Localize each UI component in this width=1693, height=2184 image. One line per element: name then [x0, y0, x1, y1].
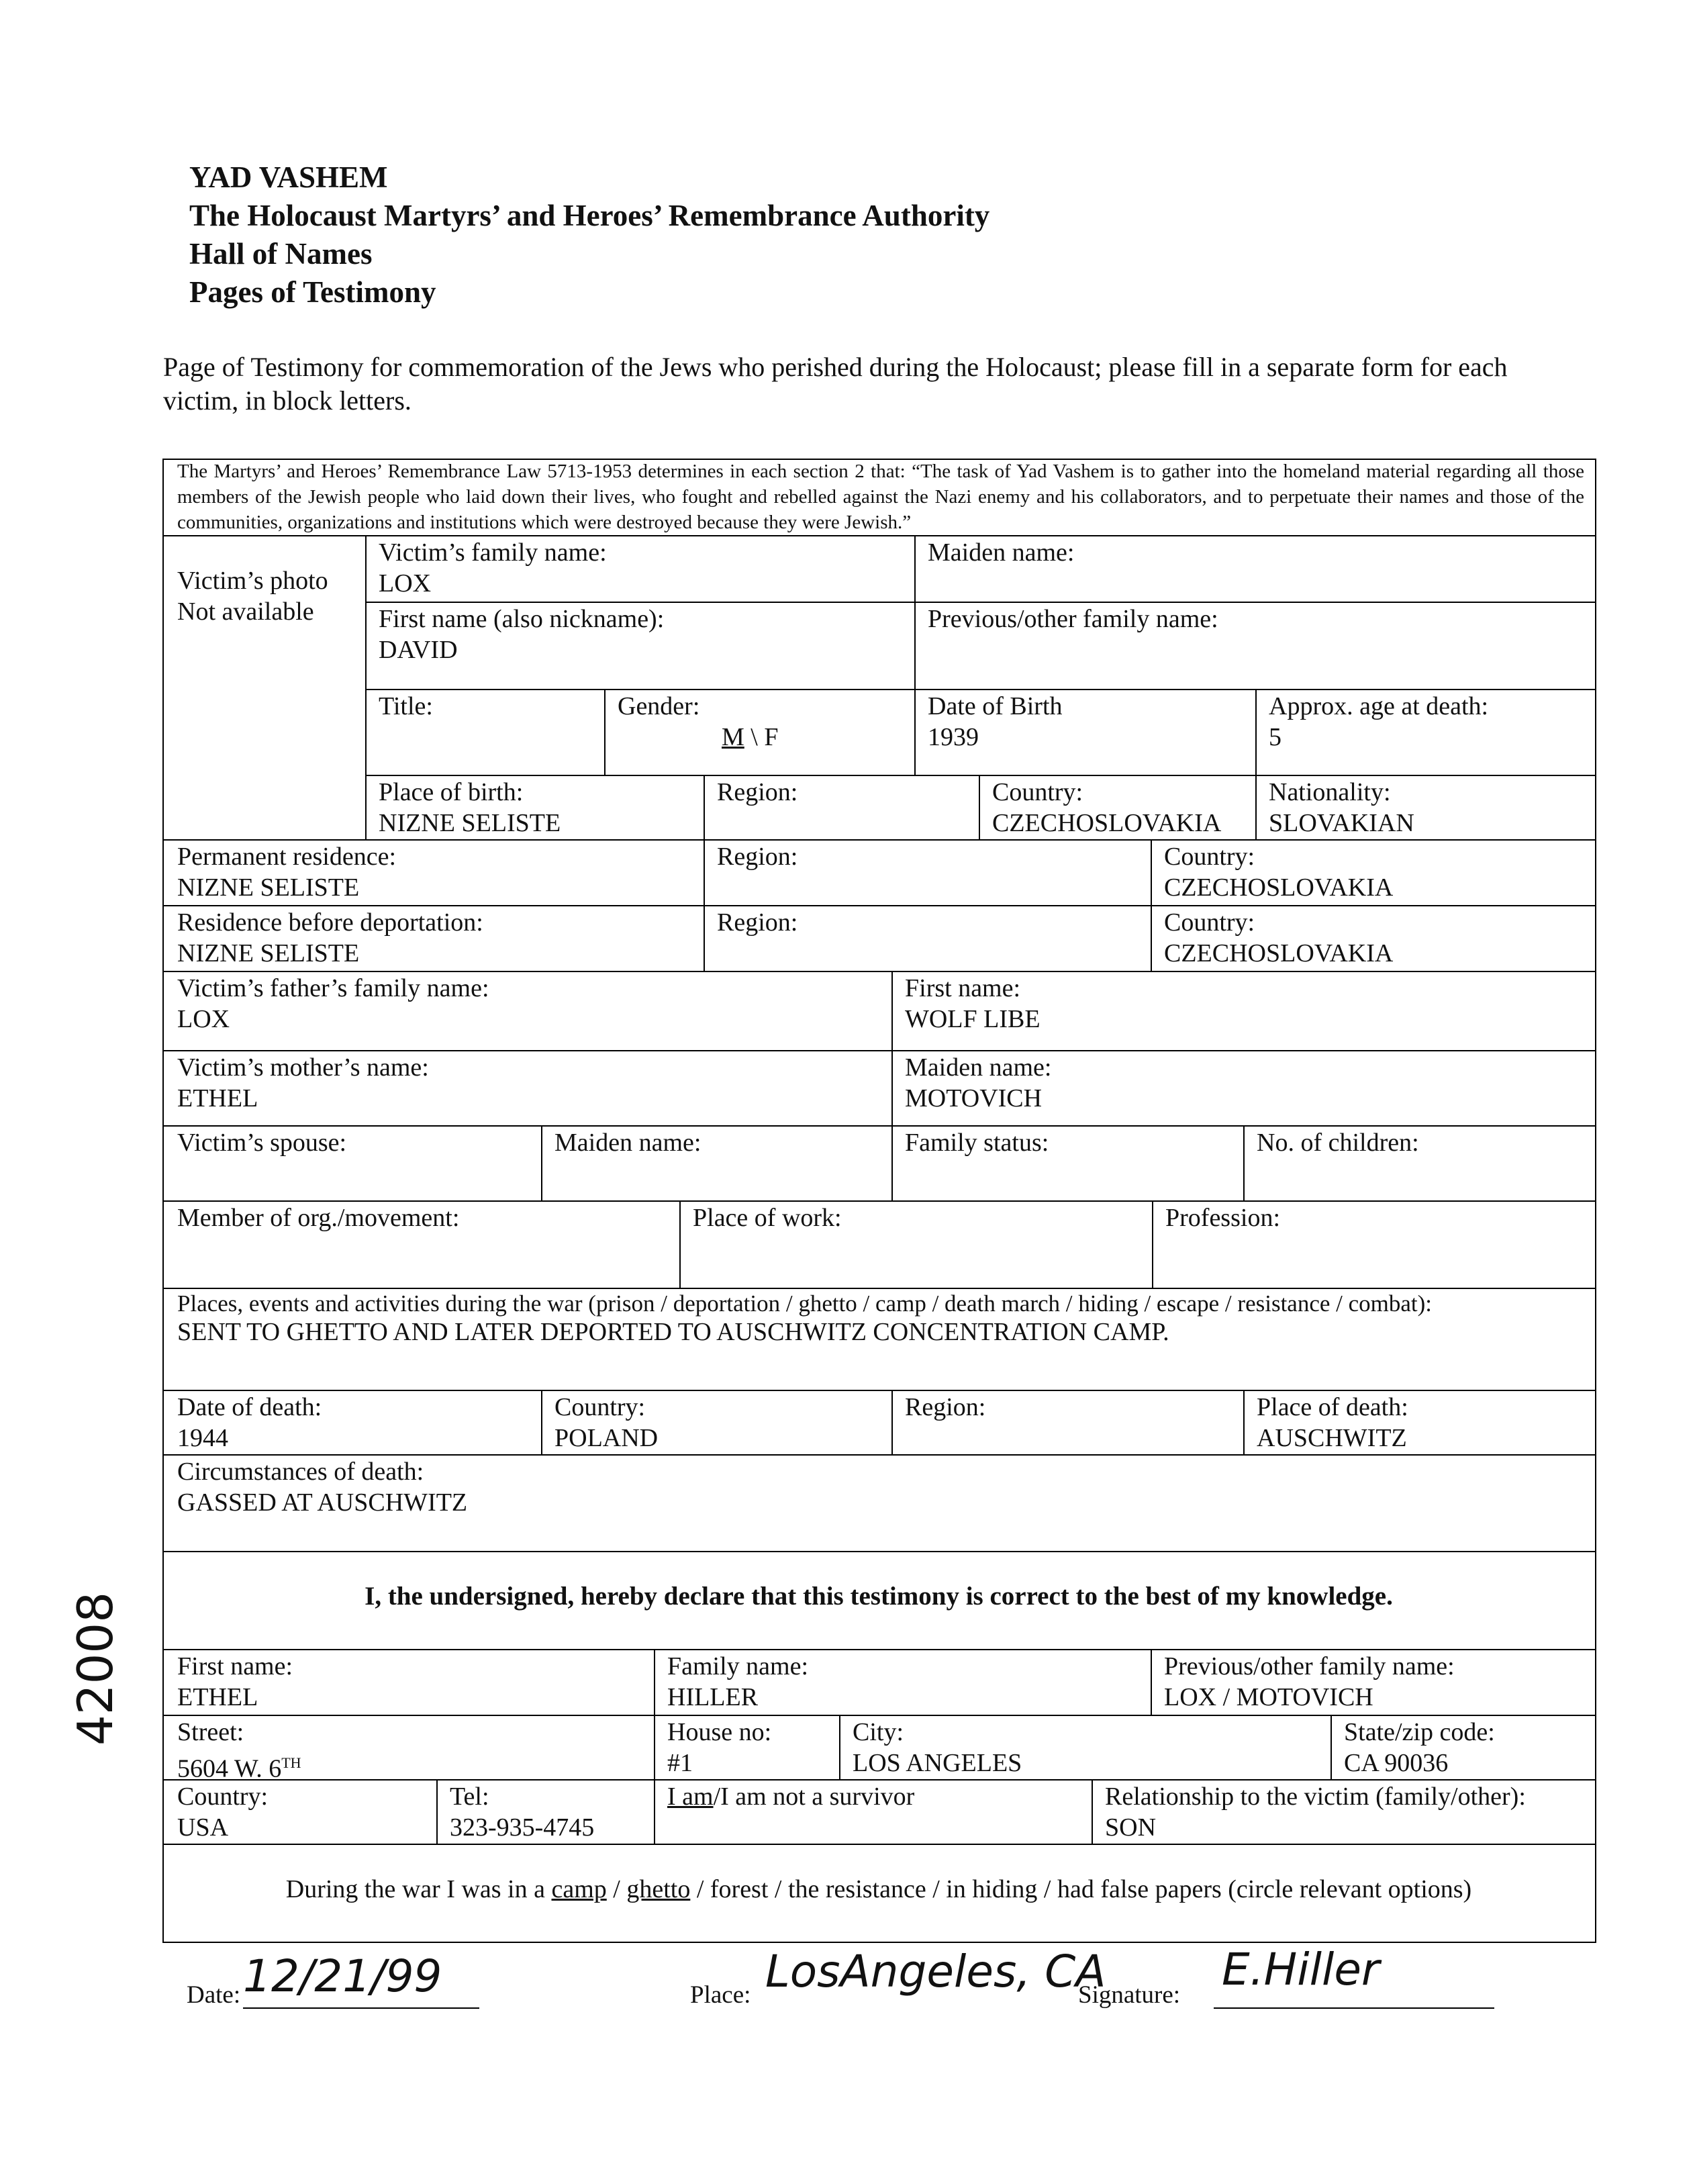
sub-house-value: #1: [667, 1749, 693, 1777]
death-region-label: Region:: [905, 1393, 986, 1421]
survivor-rest: /I am not a survivor: [713, 1783, 915, 1811]
death-country-label: Country:: [554, 1393, 646, 1421]
signature-line: [1214, 2007, 1494, 2009]
pages-title: Pages of Testimony: [189, 275, 436, 309]
perm-residence-label: Permanent residence:: [177, 843, 397, 871]
birth-country-label: Country:: [992, 778, 1083, 806]
date-value: 12/21/99: [243, 1950, 442, 2002]
father-first-value: WOLF LIBE: [905, 1005, 1041, 1033]
work-place-label: Place of work:: [693, 1204, 842, 1232]
sub-state-label: State/zip code:: [1344, 1718, 1495, 1746]
victim-title-label: Title:: [379, 692, 433, 720]
authority-title: The Holocaust Martyrs’ and Heroes’ Remembrance Authority: [189, 199, 990, 232]
photo-status: Not available: [177, 598, 314, 626]
form-header: [189, 158, 989, 312]
gender-female-option: F: [764, 723, 779, 751]
perm-residence-value: NIZNE SELISTE: [177, 873, 360, 902]
birth-place-value: NIZNE SELISTE: [379, 809, 561, 837]
death-country-value: POLAND: [554, 1424, 659, 1452]
victim-family-name-label: Victim’s family name:: [379, 538, 607, 567]
sub-previous-value: LOX / MOTOVICH: [1164, 1683, 1373, 1711]
sub-state-value: CA 90036: [1344, 1749, 1449, 1777]
sub-first-label: First name:: [177, 1652, 293, 1680]
mother-maiden-label: Maiden name:: [905, 1053, 1052, 1082]
victim-first-name-value: DAVID: [379, 636, 458, 664]
father-family-label: Victim’s father’s family name:: [177, 974, 489, 1002]
before-country-label: Country:: [1164, 908, 1255, 937]
victim-maiden-name-label: Maiden name:: [928, 538, 1075, 567]
before-residence-label: Residence before deportation:: [177, 908, 483, 937]
survivor-am-option: I am: [667, 1783, 714, 1811]
death-place-label: Place of death:: [1257, 1393, 1408, 1421]
mother-name-value: ETHEL: [177, 1084, 258, 1112]
sub-family-value: HILLER: [667, 1683, 759, 1711]
intro-text: Page of Testimony for commemoration of the Jews who perished during the Holocaust; please fill in a separate form for each victim, in block letters.: [163, 352, 1508, 416]
sub-country-label: Country:: [177, 1783, 269, 1811]
victim-age-label: Approx. age at death:: [1269, 692, 1489, 720]
death-date-value: 1944: [177, 1424, 228, 1452]
during-war-text: During the war I was in a camp / ghetto / forest / the resistance / in hiding / had false papers (circle relevant options): [285, 1875, 1472, 1903]
family-status-label: Family status:: [905, 1129, 1049, 1157]
father-first-label: First name:: [905, 974, 1021, 1002]
before-region-label: Region:: [717, 908, 798, 937]
mother-maiden-value: MOTOVICH: [905, 1084, 1043, 1112]
before-country-value: CZECHOSLOVAKIA: [1164, 939, 1394, 967]
victim-first-name-label: First name (also nickname):: [379, 605, 665, 633]
sub-first-value: ETHEL: [177, 1683, 258, 1711]
death-circumstances-value: GASSED AT AUSCHWITZ: [177, 1488, 468, 1517]
sub-country-value: USA: [177, 1813, 229, 1842]
death-place-value: AUSCHWITZ: [1257, 1424, 1407, 1452]
perm-region-label: Region:: [717, 843, 798, 871]
victim-gender-label: Gender:: [618, 692, 700, 720]
sub-street-label: Street:: [177, 1718, 244, 1746]
gender-separator: \: [751, 723, 758, 751]
sub-tel-value: 323-935-4745: [450, 1813, 595, 1842]
perm-country-label: Country:: [1164, 843, 1255, 871]
sub-city-value: LOS ANGELES: [853, 1749, 1022, 1777]
gender-male-option: M: [722, 723, 744, 751]
during-ghetto-option: ghetto: [626, 1875, 691, 1903]
date-line: [243, 2007, 479, 2009]
victim-gender-value: [708, 720, 779, 753]
sub-street-value: 5604 W. 6TH: [177, 1754, 301, 1783]
hall-title: Hall of Names: [189, 237, 373, 271]
sub-tel-label: Tel:: [450, 1783, 489, 1811]
during-camp-option: camp: [551, 1875, 607, 1903]
victim-dob-value: 1939: [928, 723, 979, 751]
profession-label: Profession:: [1165, 1204, 1280, 1232]
sub-family-label: Family name:: [667, 1652, 809, 1680]
children-label: No. of children:: [1257, 1129, 1419, 1157]
victim-dob-label: Date of Birth: [928, 692, 1063, 720]
org-title: YAD VASHEM: [189, 160, 388, 194]
org-label: Member of org./movement:: [177, 1204, 460, 1232]
place-label: Place:: [690, 1981, 751, 2009]
victim-age-value: 5: [1269, 723, 1281, 751]
father-family-value: LOX: [177, 1005, 230, 1033]
war-activities-label: Places, events and activities during the war (prison / deportation / ghetto / camp / death march / hiding / escape / resistance / combat):: [177, 1290, 1433, 1317]
birth-place-label: Place of birth:: [379, 778, 524, 806]
perm-country-value: CZECHOSLOVAKIA: [1164, 873, 1394, 902]
victim-family-name-value: LOX: [379, 569, 432, 598]
signature-label: Signature:: [1078, 1981, 1181, 2009]
death-date-label: Date of death:: [177, 1393, 322, 1421]
signature-value: E.Hiller: [1222, 1944, 1380, 1995]
nationality-value: SLOVAKIAN: [1269, 809, 1414, 837]
survivor-status: [654, 1779, 914, 1812]
relationship-label: Relationship to the victim (family/other):: [1105, 1783, 1526, 1811]
relationship-value: SON: [1105, 1813, 1157, 1842]
declaration-text: I, the undersigned, hereby declare that this testimony is correct to the best of my knowledge.: [365, 1582, 1393, 1611]
margin-number: 42008: [67, 1591, 124, 1746]
birth-country-value: CZECHOSLOVAKIA: [992, 809, 1222, 837]
sub-city-label: City:: [853, 1718, 904, 1746]
spouse-label: Victim’s spouse:: [177, 1129, 347, 1157]
photo-label: Victim’s photo: [177, 567, 328, 595]
spouse-maiden-label: Maiden name:: [554, 1129, 702, 1157]
date-label: Date:: [187, 1981, 241, 2009]
before-residence-value: NIZNE SELISTE: [177, 939, 360, 967]
death-circumstances-label: Circumstances of death:: [177, 1458, 424, 1486]
war-activities-value: SENT TO GHETTO AND LATER DEPORTED TO AUSCHWITZ CONCENTRATION CAMP.: [177, 1318, 1169, 1346]
photo-cell: [162, 535, 365, 839]
birth-region-label: Region:: [717, 778, 798, 806]
place-value: LosAngeles, CA: [765, 1946, 1106, 1997]
sub-house-label: House no:: [667, 1718, 772, 1746]
law-text: The Martyrs’ and Heroes’ Remembrance Law 5713-1953 determines in each section 2 that: “The task of Yad Vashem is to gather into the homeland material regarding all those members of the Jewish people who laid down their lives, who fought and rebelled against the Nazi enemy and his collaborators, and to perpetuate their names and those of the communities, organizations and institutions which were destroyed because they were Jewish.”: [177, 461, 1584, 533]
nationality-label: Nationality:: [1269, 778, 1391, 806]
mother-name-label: Victim’s mother’s name:: [177, 1053, 429, 1082]
victim-previous-name-label: Previous/other family name:: [928, 605, 1218, 633]
sub-street-suffix: TH: [281, 1754, 301, 1771]
sub-previous-label: Previous/other family name:: [1164, 1652, 1455, 1680]
